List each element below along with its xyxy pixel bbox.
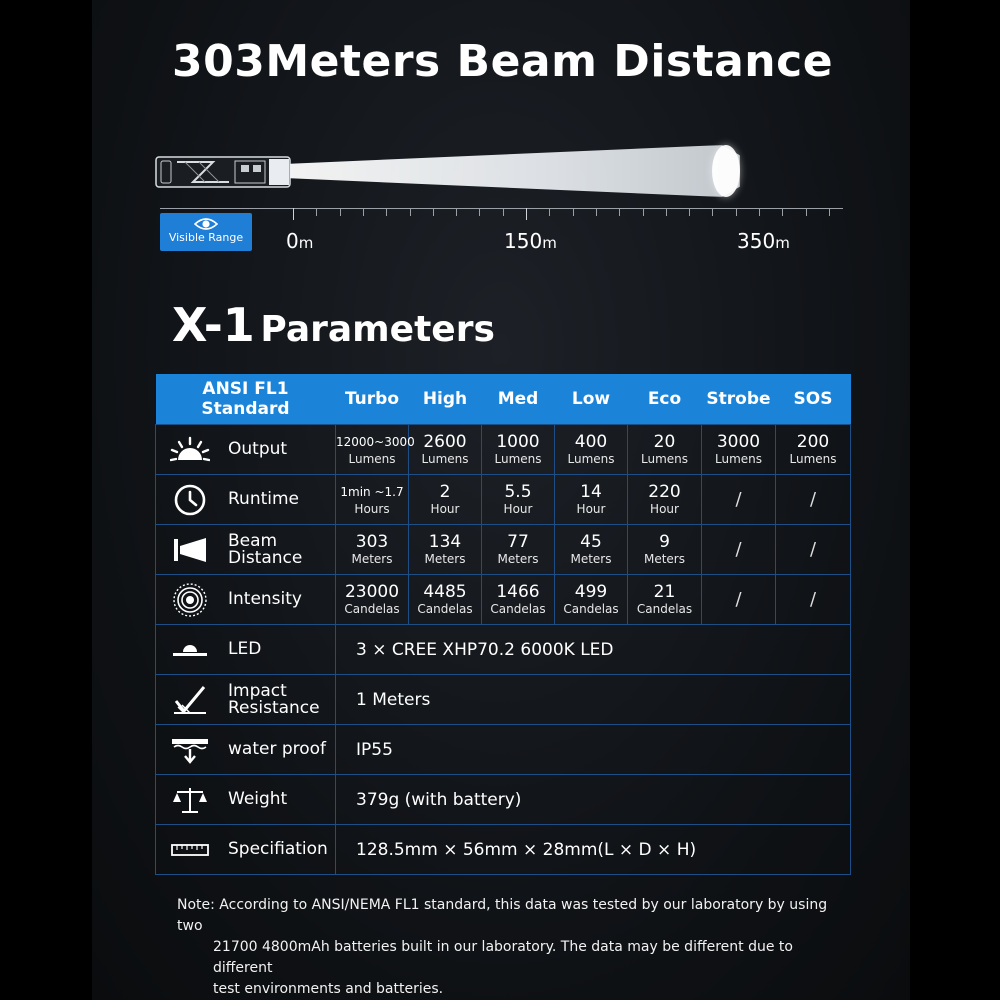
table-row bbox=[156, 525, 851, 575]
table-cell bbox=[409, 475, 482, 525]
cell-value: 2 bbox=[439, 481, 451, 502]
scale-tick bbox=[293, 208, 294, 220]
row-label: Intensity bbox=[228, 589, 302, 609]
row-label-cell bbox=[156, 475, 336, 525]
table-cell bbox=[776, 525, 851, 575]
page-title: 303Meters Beam Distance bbox=[172, 36, 834, 87]
cell-value: / bbox=[809, 589, 817, 610]
table-row bbox=[156, 575, 851, 625]
table-wide-value: 3 × CREE XHP70.2 6000K LED bbox=[336, 625, 851, 675]
row-label-cell bbox=[156, 625, 336, 675]
table-cell bbox=[336, 425, 415, 475]
row-label: Output bbox=[228, 439, 288, 459]
table-wide-value: IP55 bbox=[336, 725, 851, 775]
table-cell bbox=[555, 475, 628, 525]
header-turbo: Turbo bbox=[336, 374, 409, 425]
table-row bbox=[156, 625, 851, 675]
cell-unit: Meters bbox=[351, 551, 393, 566]
scale-tick bbox=[573, 208, 574, 216]
cell-unit: Meters bbox=[424, 551, 466, 566]
cell-unit: Hours bbox=[354, 501, 390, 516]
header-strobe: Strobe bbox=[702, 374, 776, 425]
row-label: water proof bbox=[228, 739, 327, 759]
table-cell bbox=[336, 575, 409, 625]
table-cell bbox=[702, 475, 776, 525]
cell-unit: Hour bbox=[650, 501, 679, 516]
cell-value: / bbox=[809, 489, 817, 510]
cell-value: 3000 bbox=[716, 431, 761, 452]
table-cell bbox=[628, 425, 702, 475]
scale-tick bbox=[456, 208, 457, 216]
cell-unit: Meters bbox=[497, 551, 539, 566]
cell-unit: Lumens bbox=[789, 451, 837, 466]
row-label-cell bbox=[156, 425, 336, 475]
cell-unit: Hour bbox=[503, 501, 533, 516]
table-cell bbox=[776, 575, 851, 625]
cell-value: 14 bbox=[580, 481, 602, 502]
row-label: Runtime bbox=[228, 489, 300, 509]
scale-tick bbox=[643, 208, 644, 216]
row-label: Impact Resistance bbox=[228, 680, 320, 718]
clock-icon bbox=[176, 483, 216, 517]
table-cell bbox=[628, 475, 702, 525]
table-cell bbox=[482, 525, 555, 575]
scale-tick bbox=[689, 208, 690, 216]
cell-unit: Candelas bbox=[417, 601, 473, 616]
scale-tick bbox=[619, 208, 620, 216]
row-label-cell bbox=[156, 575, 336, 625]
footnote-line-2: 21700 4800mAh batteries built in our laboratory. The data may be different due to different bbox=[213, 939, 793, 976]
impact-icon bbox=[176, 683, 216, 717]
header-low: Low bbox=[555, 374, 628, 425]
scale-tick bbox=[386, 208, 387, 216]
scale-tick bbox=[433, 208, 434, 216]
table-cell bbox=[336, 475, 409, 525]
scale-tick bbox=[479, 208, 480, 216]
table-cell bbox=[409, 525, 482, 575]
table-row bbox=[156, 825, 851, 875]
table-row bbox=[156, 725, 851, 775]
flashlight-icon bbox=[155, 155, 295, 189]
scale-tick bbox=[316, 208, 317, 216]
light-beam-end bbox=[712, 145, 740, 197]
table-cell bbox=[336, 525, 409, 575]
table-cell bbox=[628, 525, 702, 575]
cell-unit: Lumens bbox=[494, 451, 542, 466]
scale-tick bbox=[829, 208, 830, 216]
cell-value: 220 bbox=[648, 481, 681, 502]
footnote-line-3: test environments and batteries. bbox=[213, 981, 444, 997]
water-proof-icon bbox=[176, 735, 216, 765]
visible-range-badge bbox=[160, 213, 252, 251]
scale-tick bbox=[759, 208, 760, 216]
cell-unit: Lumens bbox=[348, 451, 396, 466]
row-label: Specifiation bbox=[228, 839, 328, 859]
cell-value: 499 bbox=[574, 581, 608, 602]
cell-unit: Lumens bbox=[421, 451, 469, 466]
scale-tick bbox=[666, 208, 667, 216]
scale-label-150: 150m bbox=[504, 229, 557, 253]
cell-value: / bbox=[735, 539, 742, 560]
cell-value: 134 bbox=[428, 531, 462, 552]
table-cell bbox=[555, 575, 628, 625]
spec-table bbox=[155, 374, 851, 875]
table-cell bbox=[555, 525, 628, 575]
table-cell bbox=[776, 425, 851, 475]
sun-burst-icon bbox=[176, 436, 216, 464]
scale-label-0: 0m bbox=[286, 229, 314, 253]
cell-value: 200 bbox=[796, 431, 830, 452]
header-high: High bbox=[409, 374, 482, 425]
row-label-cell bbox=[156, 675, 336, 725]
cell-unit: Candelas bbox=[563, 601, 619, 616]
cell-value: 1min ~1.7 bbox=[340, 484, 404, 499]
row-label: Weight bbox=[228, 789, 288, 809]
cell-value: 400 bbox=[574, 431, 608, 452]
scale-tick bbox=[736, 208, 737, 216]
table-row bbox=[156, 675, 851, 725]
scale-tick bbox=[596, 208, 597, 216]
table-cell bbox=[628, 575, 702, 625]
table-row bbox=[156, 775, 851, 825]
cell-value: 12000~3000 bbox=[336, 434, 415, 449]
row-label-cell bbox=[156, 725, 336, 775]
scale-tick bbox=[526, 208, 527, 220]
table-cell bbox=[482, 475, 555, 525]
table-cell bbox=[776, 475, 851, 525]
beam-icon bbox=[176, 536, 216, 564]
table-row bbox=[156, 425, 851, 475]
cell-value: / bbox=[735, 489, 742, 510]
table-cell bbox=[702, 525, 776, 575]
row-label-cell bbox=[156, 775, 336, 825]
cell-unit: Lumens bbox=[714, 451, 762, 466]
scale-tick bbox=[410, 208, 411, 216]
scale-label-350: 350m bbox=[737, 229, 790, 253]
cell-unit: Candelas bbox=[344, 601, 400, 616]
eye-icon bbox=[194, 217, 218, 231]
parameters-heading bbox=[172, 298, 495, 352]
scale-tick bbox=[712, 208, 713, 216]
header-med: Med bbox=[482, 374, 555, 425]
ruler-icon bbox=[176, 841, 216, 859]
row-label-cell bbox=[156, 525, 336, 575]
row-label: LED bbox=[228, 639, 262, 659]
table-cell bbox=[409, 425, 482, 475]
scale-tick bbox=[363, 208, 364, 216]
cell-unit: Hour bbox=[430, 501, 460, 516]
table-cell bbox=[702, 425, 776, 475]
cell-value: 5.5 bbox=[504, 481, 532, 502]
cell-value: 303 bbox=[355, 531, 389, 552]
cell-value: 9 bbox=[659, 531, 670, 552]
cell-value: / bbox=[809, 539, 817, 560]
cell-value: 1466 bbox=[496, 581, 540, 602]
footnote bbox=[177, 895, 837, 1000]
footnote-line-1: Note: According to ANSI/NEMA FL1 standard, this data was tested by our laboratory by using two bbox=[177, 897, 828, 934]
cell-unit: Meters bbox=[570, 551, 612, 566]
cell-unit: Hour bbox=[576, 501, 606, 516]
table-cell bbox=[482, 425, 555, 475]
cell-value: 1000 bbox=[496, 431, 540, 452]
cell-value: 21 bbox=[653, 581, 676, 602]
row-label: Beam Distance bbox=[228, 530, 303, 568]
cell-value: 4485 bbox=[423, 581, 467, 602]
cell-value: 2600 bbox=[423, 431, 467, 452]
table-cell bbox=[702, 575, 776, 625]
cell-unit: Meters bbox=[643, 551, 685, 566]
cell-value: 23000 bbox=[344, 581, 400, 602]
table-wide-value: 128.5mm × 56mm × 28mm(L × D × H) bbox=[336, 825, 851, 875]
table-wide-value: 1 Meters bbox=[336, 675, 851, 725]
scale-tick bbox=[340, 208, 341, 216]
model-name: X-1 bbox=[172, 298, 255, 352]
row-label-cell bbox=[156, 825, 336, 875]
cell-value: 20 bbox=[653, 431, 676, 452]
scale-tick bbox=[782, 208, 783, 216]
cell-unit: Lumens bbox=[567, 451, 615, 466]
cell-value: 77 bbox=[507, 531, 529, 552]
led-icon bbox=[176, 640, 216, 660]
table-cell bbox=[409, 575, 482, 625]
target-icon bbox=[176, 582, 216, 618]
scale-tick bbox=[549, 208, 550, 216]
scale-tick bbox=[503, 208, 504, 216]
distance-scale-line bbox=[160, 208, 843, 209]
header-sos: SOS bbox=[776, 374, 851, 425]
cell-value: / bbox=[735, 589, 742, 610]
cell-unit: Candelas bbox=[636, 601, 693, 616]
scale-tick bbox=[806, 208, 807, 216]
cell-unit: Lumens bbox=[640, 451, 688, 466]
table-row bbox=[156, 475, 851, 525]
table-wide-value: 379g (with battery) bbox=[336, 775, 851, 825]
parameters-label: Parameters bbox=[260, 309, 495, 350]
visible-range-label: Visible Range bbox=[168, 231, 244, 244]
table-cell bbox=[482, 575, 555, 625]
cell-unit: Candelas bbox=[490, 601, 546, 616]
header-standard: ANSI FL1 Standard bbox=[156, 374, 336, 425]
scale-icon bbox=[176, 785, 216, 815]
cell-value: 45 bbox=[580, 531, 602, 552]
table-cell bbox=[555, 425, 628, 475]
header-eco: Eco bbox=[628, 374, 702, 425]
table-header-row bbox=[156, 374, 851, 425]
